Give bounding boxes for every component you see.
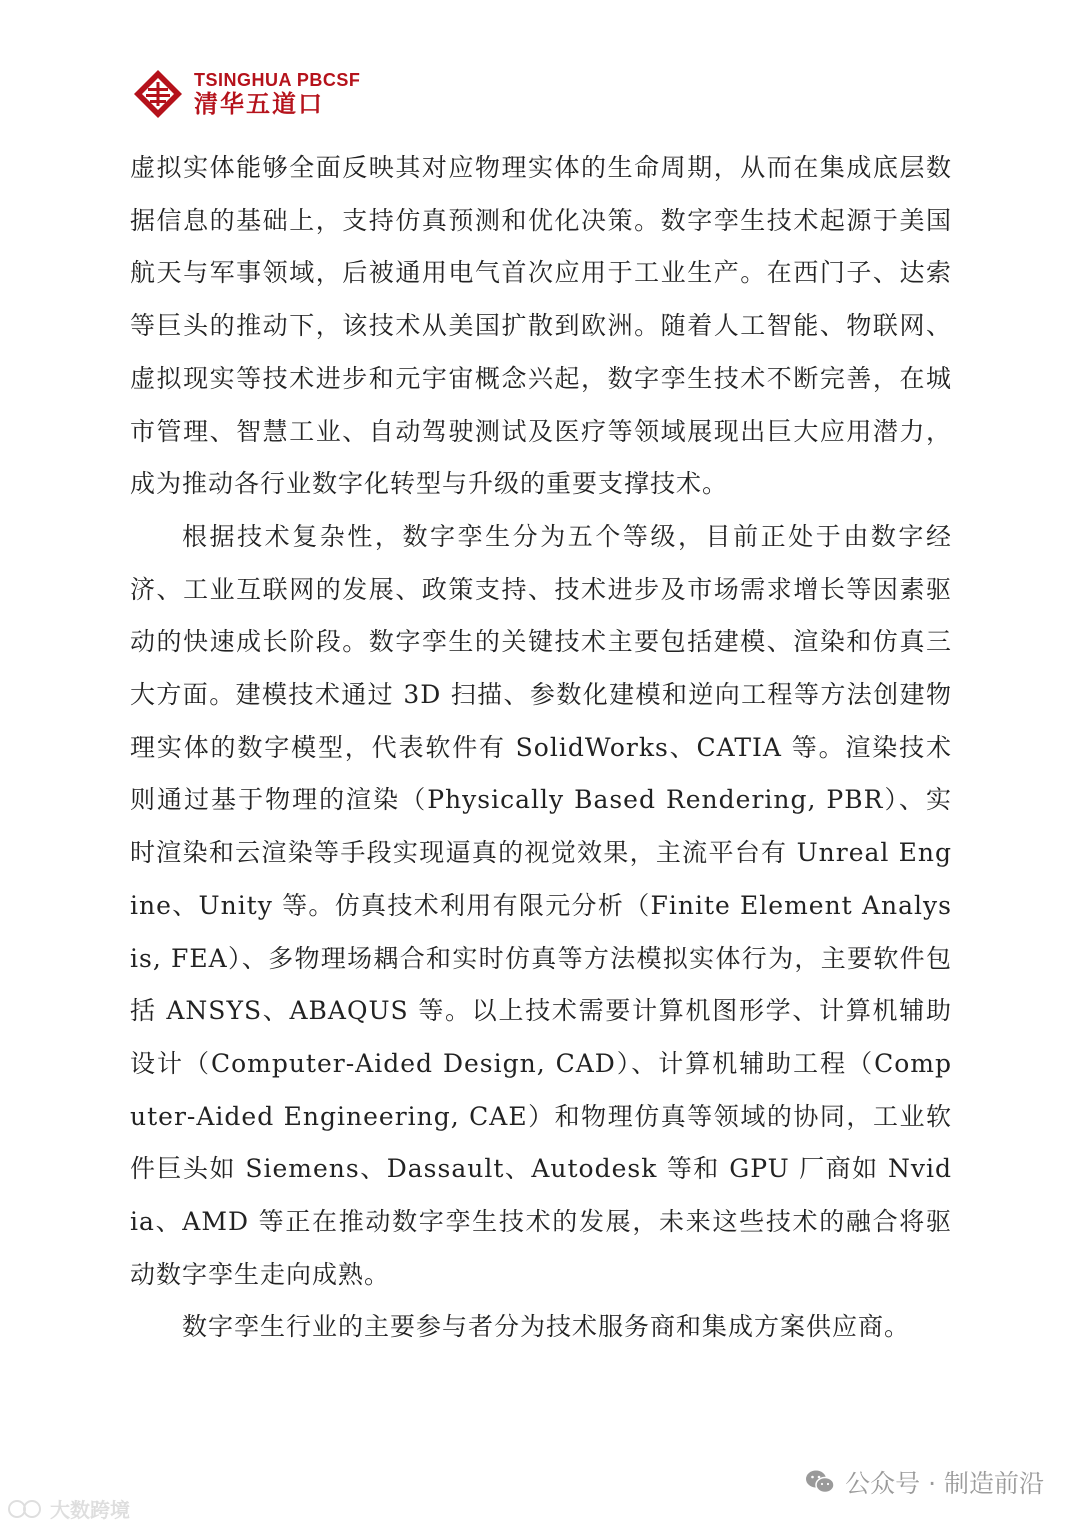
paragraph-3: 数字孪生行业的主要参与者分为技术服务商和集成方案供应商。 [182,1312,911,1342]
wechat-icon [805,1469,835,1495]
tsinghua-pbcsf-logo-icon [132,68,184,120]
header-logo [132,66,360,122]
watermark-text: 大数跨境 [50,1498,130,1522]
wechat-account-watermark [805,1462,1044,1502]
paragraph-1: 虚拟实体能够全面反映其对应物理实体的生命周期，从而在集成底层数据信息的基础上，支持仿真预测和优化决策。数字孪生技术起源于美国航天与军事领域，后被通用电气首次应用于工业生产。在西门子、达索等巨头的推动下，该技术从美国扩散到欧洲。随着人工智能、物联网、虚拟现实等技术进步和元宇宙概念兴起，数字孪生技术不断完善，在城市管理、智慧工业、自动驾驶测试及医疗等领域展现出巨大应用潜力，成为推动各行业数字化转型与升级的重要支撑技术。 [130,153,952,499]
logo-english-name: TSINGHUA PBCSF [194,70,361,90]
watermark-left [8,1494,130,1523]
document-body [130,142,952,1354]
logo-chinese-name: 清华五道口 [194,90,324,118]
paragraph-2: 根据技术复杂性，数字孪生分为五个等级，目前正处于由数字经济、工业互联网的发展、政策支持、技术进步及市场需求增长等因素驱动的快速成长阶段。数字孪生的关键技术主要包括建模、渲染和仿真三大方面。建模技术通过 3D 扫描、参数化建模和逆向工程等方法创建物理实体的数字模型，代表软件有 SolidWorks、CATIA 等。渲染技术则通过基于物理的渲染（Physically Based Rendering, PBR）、实时渲染和云渲染等手段实现逼真的视觉效果，主流平台有 Unreal Engine、Unity 等。仿真技术利用有限元分析（Finite Element Analysis, FEA）、多物理场耦合和实时仿真等方法模拟实体行为，主要软件包括 ANSYS、ABAQUS 等。以上技术需要计算机图形学、计算机辅助设计（Computer-Aided Design, CAD）、计算机辅助工程（Computer-Aided Engineering, CAE）和物理仿真等领域的协同，工业软件巨头如 Siemens、Dassault、Autodesk 等和 GPU 厂商如 Nvidia、AMD 等正在推动数字孪生技术的发展，未来这些技术的融合将驱动数字孪生走向成熟。 [130,521,952,1289]
watermark-logo-icon [8,1498,44,1520]
wechat-account-label: 公众号 · 制造前沿 [845,1469,1044,1498]
